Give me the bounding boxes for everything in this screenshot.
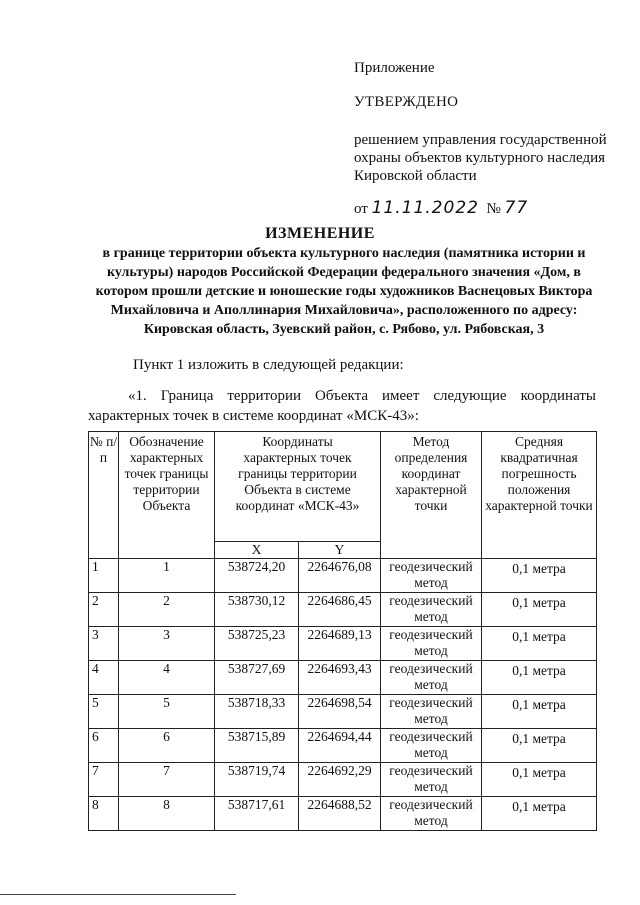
date-line	[354, 198, 528, 218]
header-coordinates: Координаты характерных точек границы территории Объекта в системе координат «МСК-43»	[215, 432, 381, 542]
cell-num: 3	[89, 627, 119, 661]
cell-point: 7	[119, 763, 215, 797]
cell-y: 2264688,52	[299, 797, 381, 831]
number-sign: №	[486, 201, 501, 217]
handwritten-date: 11.11.2022	[371, 198, 479, 218]
cell-point: 2	[119, 593, 215, 627]
cell-num: 1	[89, 559, 119, 593]
cell-num: 5	[89, 695, 119, 729]
cell-y: 2264693,43	[299, 661, 381, 695]
header-y: Y	[299, 542, 381, 559]
table-row	[89, 695, 597, 729]
cell-method: геодезический метод	[381, 559, 482, 593]
cell-method: геодезический метод	[381, 593, 482, 627]
header-accuracy: Средняя квадратичная погрешность положения характерной точки	[482, 432, 597, 559]
cell-x: 538724,20	[215, 559, 299, 593]
cell-x: 538725,23	[215, 627, 299, 661]
cell-y: 2264694,44	[299, 729, 381, 763]
document-subtitle: в границе территории объекта культурного наследия (памятника истории и культуры) народов Российской Федерации федерального значения «Дом, в котором прошли детские и юношеские годы художников Васнецовых Виктора Михайловича и Аполлинария Михайловича», расположенного по адресу: Кировская область, Зуевский район, с. Рябово, ул. Рябовская, 3	[95, 246, 593, 337]
cell-accuracy: 0,1 метра	[482, 797, 597, 831]
decision-text: решением управления государственной охраны объектов культурного наследия Кировской области	[354, 132, 607, 184]
paragraph-boundary-line2: характерных точек в системе координат «МСК-43»:	[88, 408, 419, 424]
header-designation: Обозначение характерных точек границы территории Объекта	[119, 432, 215, 559]
cell-accuracy: 0,1 метра	[482, 593, 597, 627]
table-row	[89, 593, 597, 627]
cell-num: 8	[89, 797, 119, 831]
cell-x: 538719,74	[215, 763, 299, 797]
header-num: № п/п	[89, 432, 119, 559]
table-row	[89, 729, 597, 763]
table-row	[89, 661, 597, 695]
cell-y: 2264692,29	[299, 763, 381, 797]
cell-accuracy: 0,1 метра	[482, 627, 597, 661]
cell-x: 538715,89	[215, 729, 299, 763]
cell-x: 538718,33	[215, 695, 299, 729]
header-method: Метод определения координат характерной точки	[381, 432, 482, 559]
cell-accuracy: 0,1 метра	[482, 763, 597, 797]
date-prefix: от	[354, 201, 368, 217]
footer-rule	[0, 894, 236, 895]
handwritten-number: 77	[504, 198, 529, 218]
cell-point: 5	[119, 695, 215, 729]
cell-x: 538730,12	[215, 593, 299, 627]
cell-y: 2264698,54	[299, 695, 381, 729]
appendix-label: Приложение	[354, 60, 435, 76]
cell-point: 6	[119, 729, 215, 763]
cell-method: геодезический метод	[381, 729, 482, 763]
cell-accuracy: 0,1 метра	[482, 559, 597, 593]
cell-y: 2264676,08	[299, 559, 381, 593]
cell-num: 2	[89, 593, 119, 627]
cell-accuracy: 0,1 метра	[482, 661, 597, 695]
cell-accuracy: 0,1 метра	[482, 729, 597, 763]
cell-point: 1	[119, 559, 215, 593]
coordinates-table	[88, 431, 597, 831]
paragraph-intro: Пункт 1 изложить в следующей редакции:	[133, 357, 404, 373]
cell-method: геодезический метод	[381, 797, 482, 831]
approved-label: УТВЕРЖДЕНО	[354, 94, 459, 110]
cell-point: 3	[119, 627, 215, 661]
cell-num: 6	[89, 729, 119, 763]
paragraph-boundary-line1: «1. Граница территории Объекта имеет следующие координаты	[128, 388, 596, 404]
table-row	[89, 797, 597, 831]
cell-method: геодезический метод	[381, 627, 482, 661]
cell-num: 4	[89, 661, 119, 695]
cell-accuracy: 0,1 метра	[482, 695, 597, 729]
cell-num: 7	[89, 763, 119, 797]
document-title: ИЗМЕНЕНИЕ	[265, 225, 375, 242]
cell-method: геодезический метод	[381, 695, 482, 729]
table-row	[89, 763, 597, 797]
cell-point: 8	[119, 797, 215, 831]
cell-y: 2264686,45	[299, 593, 381, 627]
header-x: X	[215, 542, 299, 559]
cell-x: 538727,69	[215, 661, 299, 695]
cell-method: геодезический метод	[381, 661, 482, 695]
cell-method: геодезический метод	[381, 763, 482, 797]
table-row	[89, 627, 597, 661]
table-body	[89, 559, 597, 831]
cell-point: 4	[119, 661, 215, 695]
cell-y: 2264689,13	[299, 627, 381, 661]
cell-x: 538717,61	[215, 797, 299, 831]
table-row	[89, 559, 597, 593]
